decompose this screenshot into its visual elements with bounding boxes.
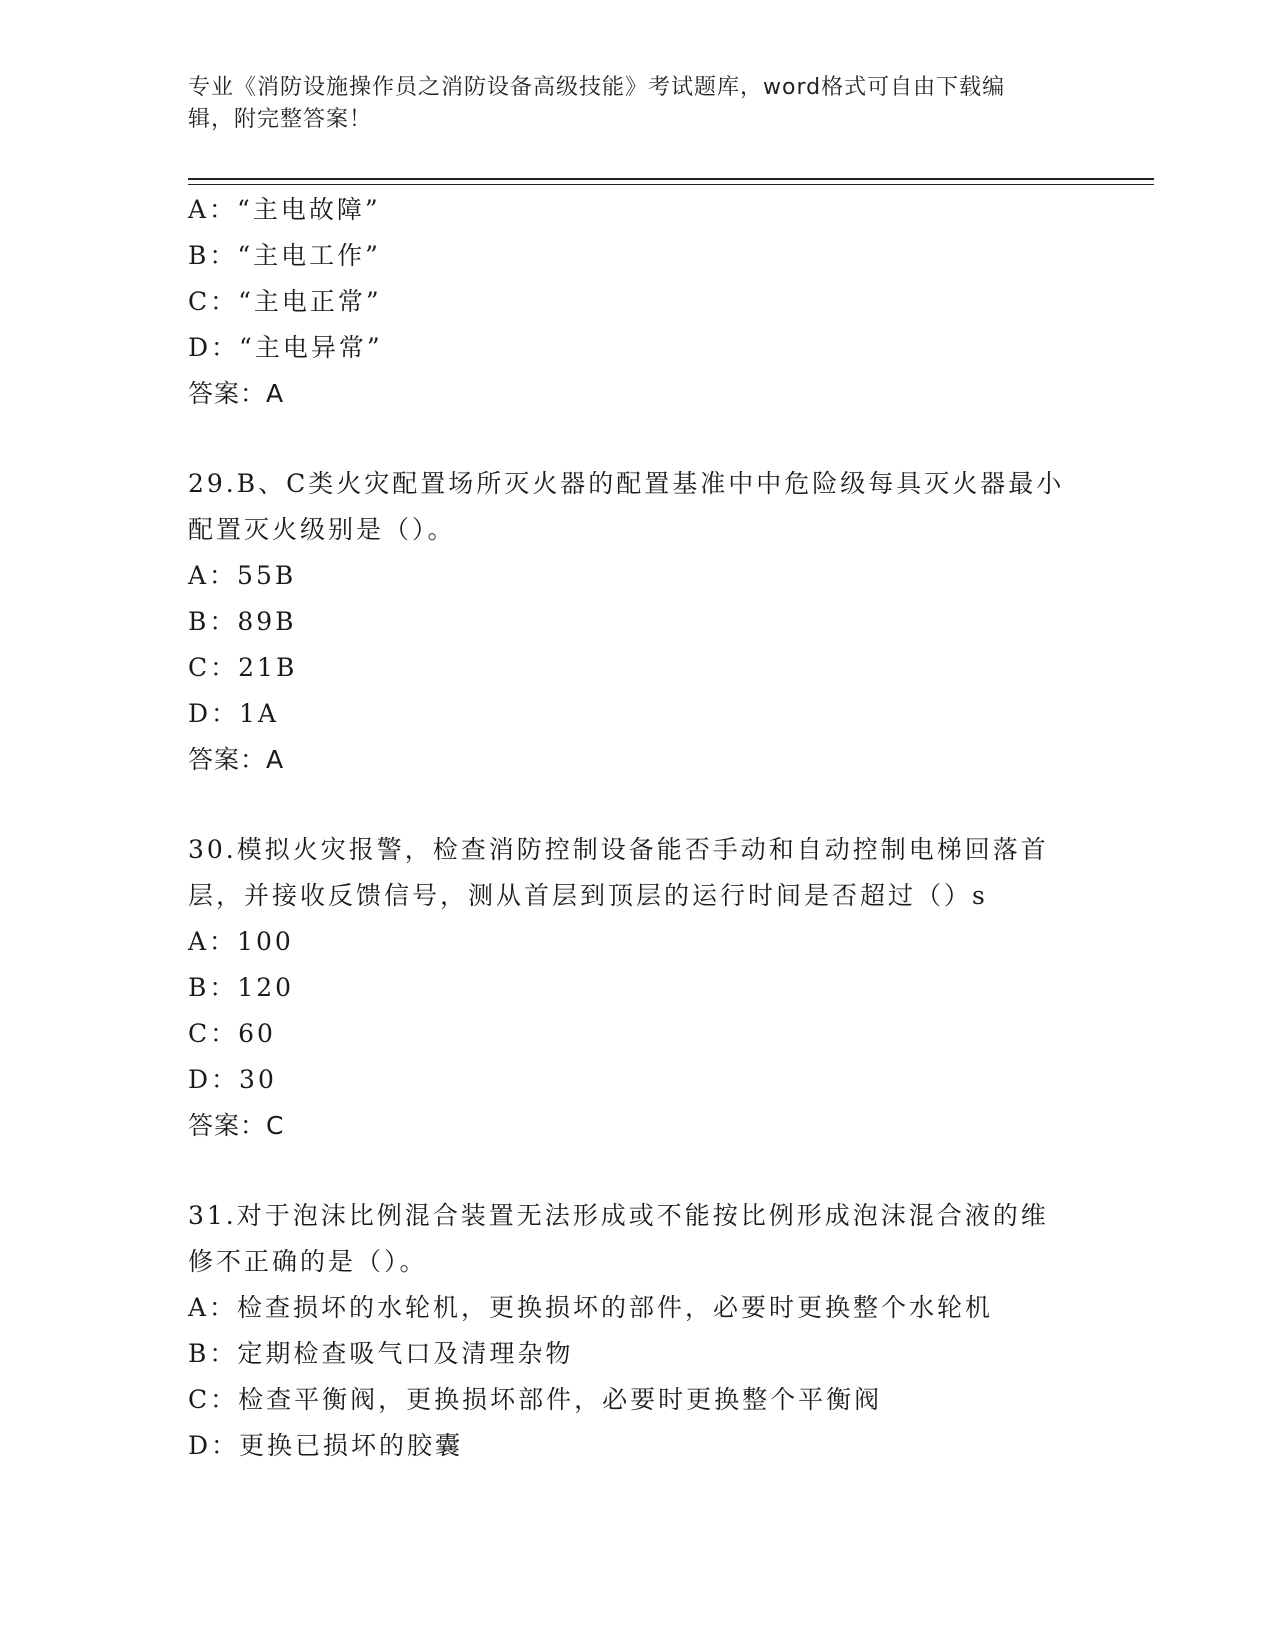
answer: 答案：A bbox=[188, 745, 285, 774]
option-b: B：定期检查吸气口及清理杂物 bbox=[188, 1339, 574, 1368]
answer: 答案：C bbox=[188, 1111, 285, 1140]
header-divider-thick bbox=[188, 178, 1154, 180]
option-c: C：检查平衡阀，更换损坏部件，必要时更换整个平衡阀 bbox=[188, 1385, 883, 1414]
option-a: A：检查损坏的水轮机，更换损坏的部件，必要时更换整个水轮机 bbox=[188, 1293, 994, 1322]
option-d: D：30 bbox=[188, 1065, 277, 1094]
spacer bbox=[188, 417, 1088, 461]
question-list bbox=[188, 187, 1088, 1469]
option-c: C：60 bbox=[188, 1019, 276, 1048]
option-b: B：120 bbox=[188, 973, 295, 1002]
question-29 bbox=[188, 461, 1088, 783]
option-c: C：“主电正常” bbox=[188, 287, 382, 316]
header-line-2: 辑，附完整答案！ bbox=[188, 107, 373, 132]
question-stem-line-1: 30.模拟火灾报警，检查消防控制设备能否手动和自动控制电梯回落首 bbox=[188, 835, 1049, 864]
question-stem-line-1: 31.对于泡沫比例混合装置无法形成或不能按比例形成泡沫混合液的维 bbox=[188, 1201, 1049, 1230]
question-31 bbox=[188, 1193, 1088, 1469]
option-d: D：更换已损坏的胶囊 bbox=[188, 1431, 464, 1460]
option-a: A：100 bbox=[188, 927, 294, 956]
spacer bbox=[188, 783, 1088, 827]
question-stem-line-1: 29.B、C类火灾配置场所灭火器的配置基准中中危险级每具灭火器最小 bbox=[188, 469, 1065, 498]
spacer bbox=[188, 1149, 1088, 1193]
question-stem-line-2: 修不正确的是（）。 bbox=[188, 1247, 428, 1276]
option-a: A：“主电故障” bbox=[188, 195, 381, 224]
option-b: B：“主电工作” bbox=[188, 241, 381, 270]
option-c: C：21B bbox=[188, 653, 298, 682]
question-30 bbox=[188, 827, 1088, 1149]
option-d: D：“主电异常” bbox=[188, 333, 383, 362]
question-stem-line-2: 层，并接收反馈信号，测从首层到顶层的运行时间是否超过（）s bbox=[188, 881, 988, 910]
header-divider-thin bbox=[188, 184, 1154, 185]
option-a: A：55B bbox=[188, 561, 297, 590]
answer: 答案：A bbox=[188, 379, 285, 408]
question-28 bbox=[188, 187, 1088, 417]
option-d: D：1A bbox=[188, 699, 280, 728]
question-stem-line-2: 配置灭火级别是（）。 bbox=[188, 515, 456, 544]
document-header bbox=[188, 72, 1078, 136]
option-b: B：89B bbox=[188, 607, 297, 636]
header-line-1: 专业《消防设施操作员之消防设备高级技能》考试题库，word格式可自由下载编 bbox=[188, 75, 1006, 100]
